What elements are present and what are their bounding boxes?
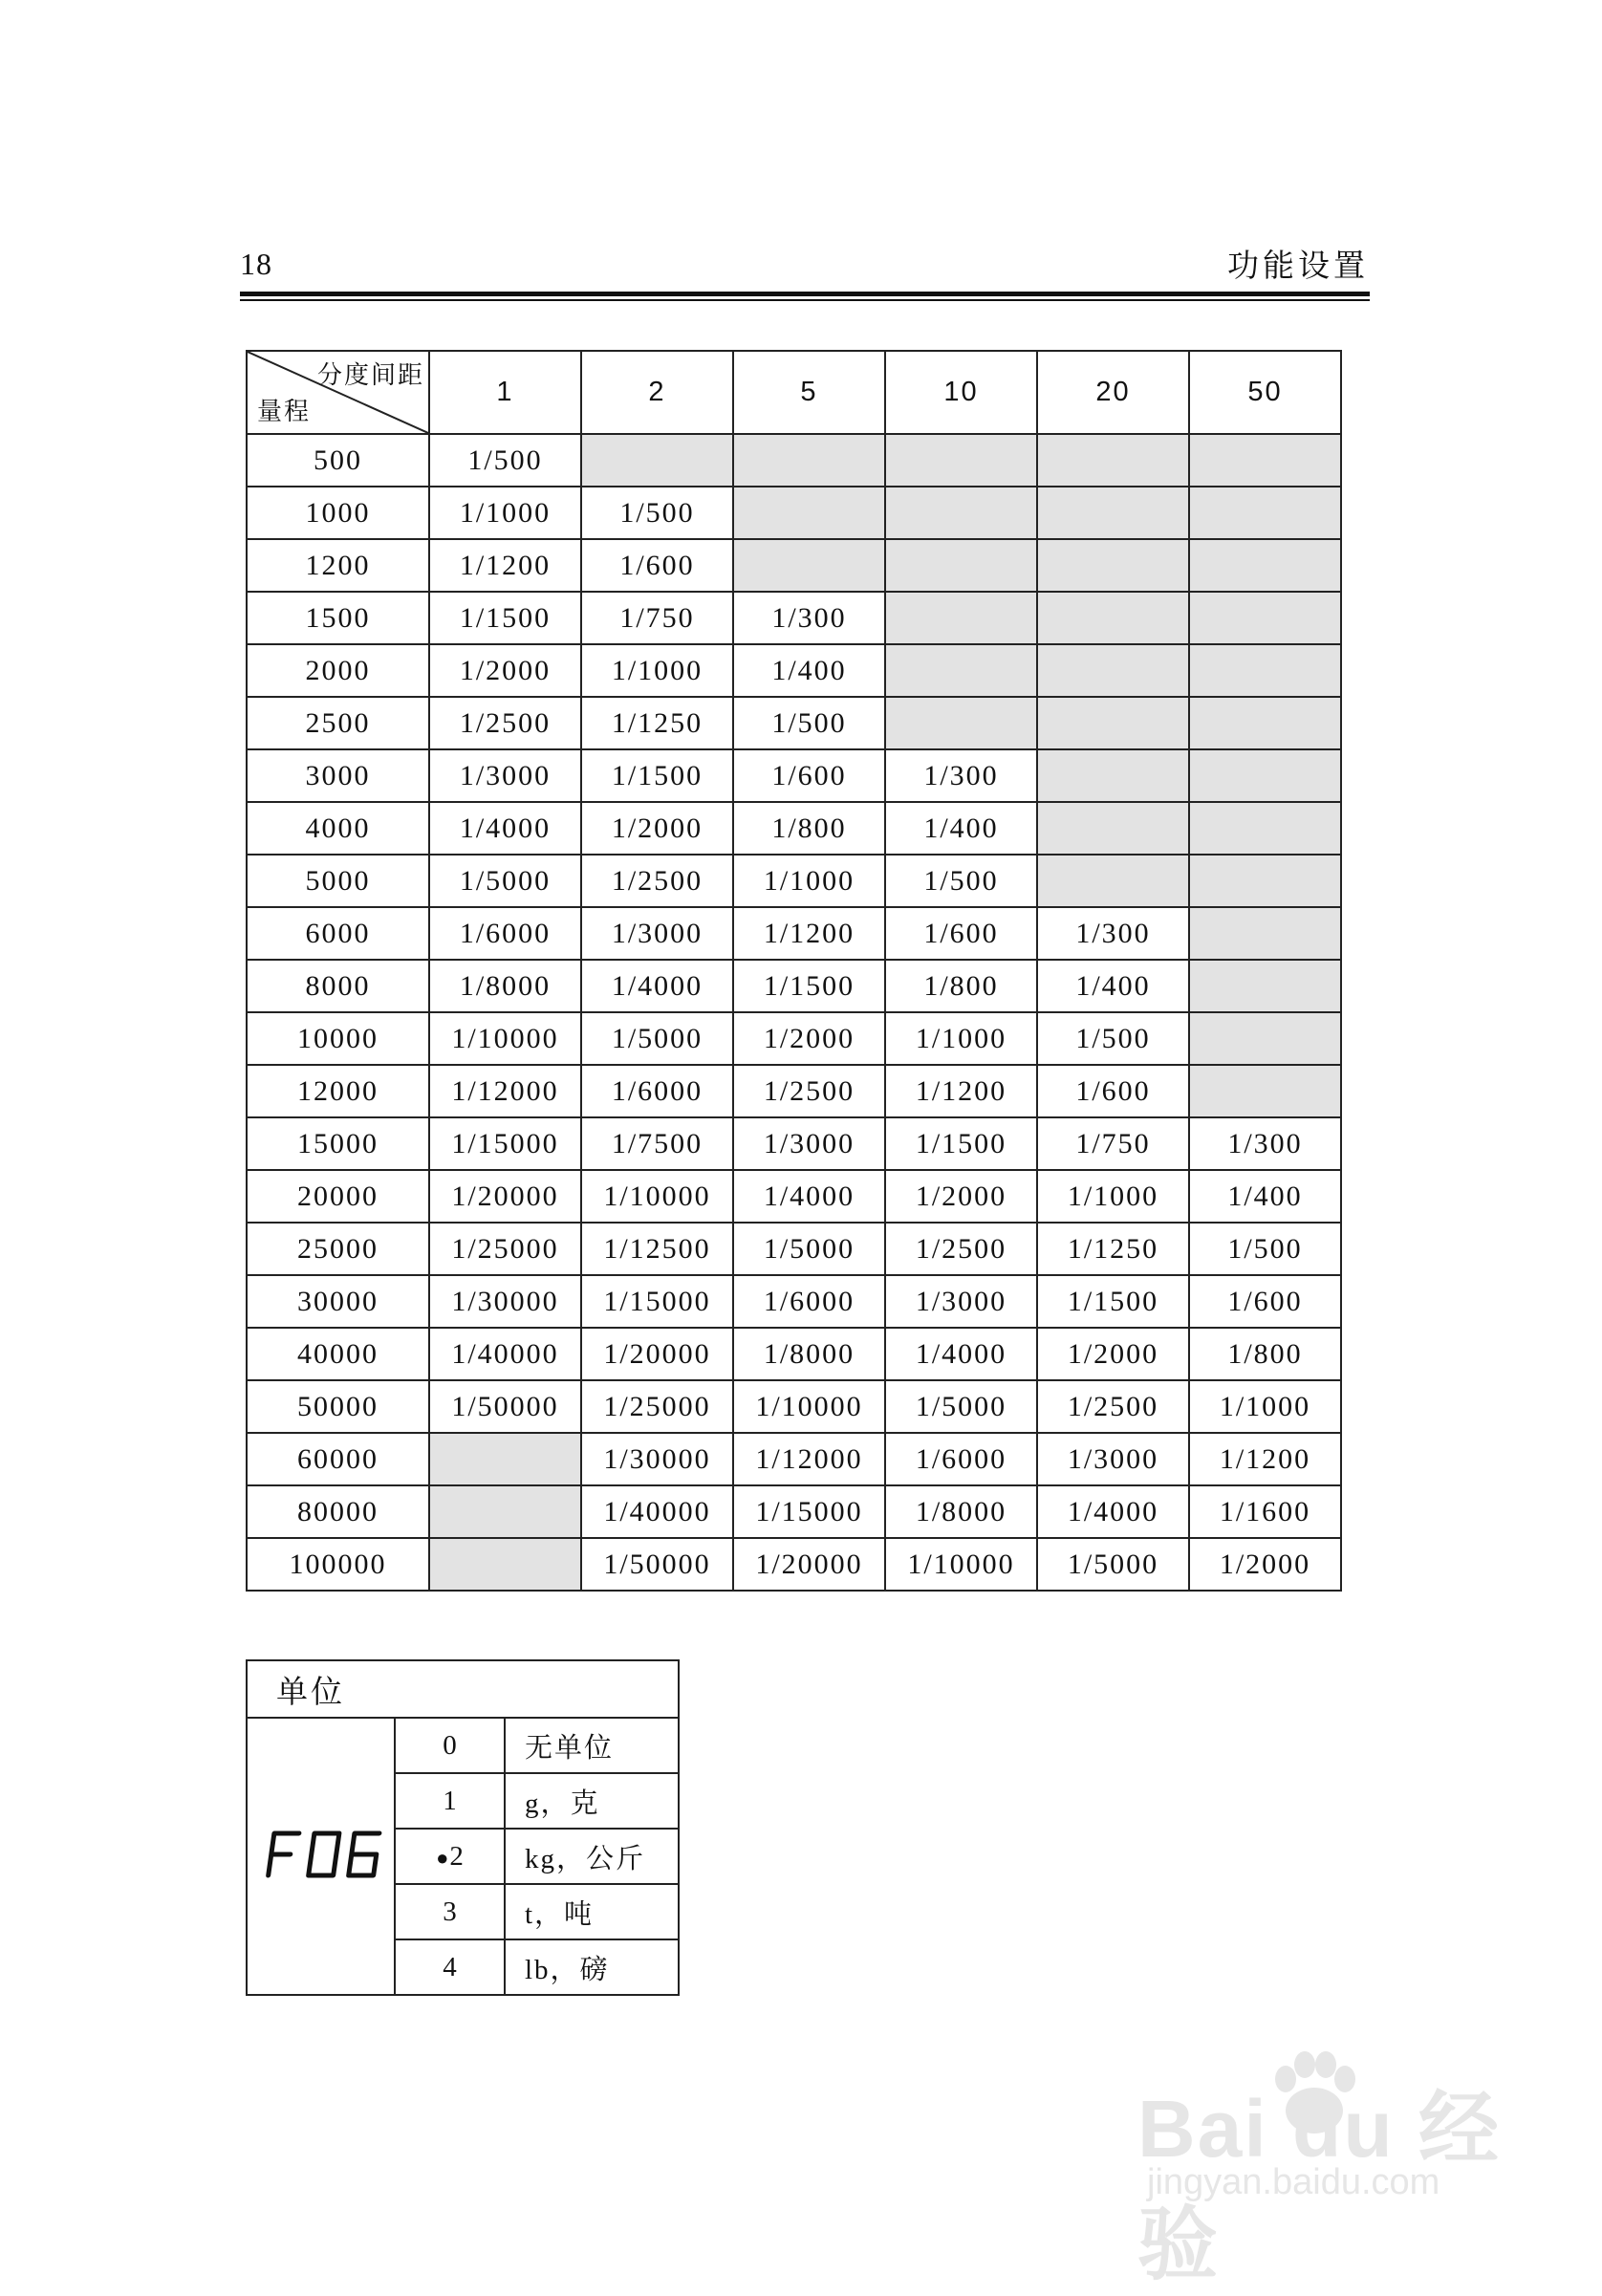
table-row [247,1012,1341,1065]
empty-shaded-cell [1037,802,1189,855]
ratio-cell: 1/300 [1037,907,1189,960]
range-cell: 50000 [247,1380,429,1433]
ratio-cell: 1/1500 [429,592,581,644]
function-code-display [254,1826,388,1883]
ratio-cell: 1/2500 [885,1223,1037,1275]
ratio-cell: 1/1600 [1189,1485,1341,1538]
empty-shaded-cell [1189,802,1341,855]
unit-option-number: 0 [443,1729,457,1761]
range-cell: 25000 [247,1223,429,1275]
unit-option-value [395,1773,505,1829]
ratio-cell: 1/600 [581,539,733,592]
ratio-cell: 1/10000 [429,1012,581,1065]
ratio-cell: 1/6000 [429,907,581,960]
ratio-cell: 1/1000 [1037,1170,1189,1223]
baidu-watermark [1137,2036,1539,2289]
empty-shaded-cell [1037,697,1189,749]
watermark-url: jingyan.baidu.com [1147,2162,1440,2202]
ratio-cell: 1/300 [1189,1117,1341,1170]
ratio-cell: 1/500 [733,697,885,749]
unit-table [246,1659,680,1996]
table-row [247,1380,1341,1433]
ratio-cell: 1/1200 [885,1065,1037,1117]
selected-bullet-icon: ● [436,1845,449,1870]
empty-shaded-cell [885,434,1037,487]
empty-shaded-cell [733,434,885,487]
empty-shaded-cell [1189,1065,1341,1117]
empty-shaded-cell [1037,487,1189,539]
table-row [247,749,1341,802]
empty-shaded-cell [1189,749,1341,802]
ratio-cell: 1/8000 [429,960,581,1012]
ratio-cell: 1/500 [581,487,733,539]
ratio-cell: 1/20000 [733,1538,885,1591]
ratio-cell: 1/15000 [733,1485,885,1538]
ratio-cell: 1/400 [885,802,1037,855]
table-row [247,1328,1341,1380]
ratio-cell: 1/8000 [885,1485,1037,1538]
empty-shaded-cell [1037,749,1189,802]
corner-label-division: 分度间距 [316,361,424,390]
section-title: 功能设置 [1227,247,1369,284]
ratio-cell: 1/3000 [733,1117,885,1170]
ratio-cell: 1/25000 [429,1223,581,1275]
unit-option-number: 1 [443,1785,457,1816]
empty-shaded-cell [885,697,1037,749]
ratio-cell: 1/30000 [581,1433,733,1485]
ratio-cell: 1/10000 [733,1380,885,1433]
empty-shaded-cell [1189,644,1341,697]
empty-shaded-cell [1189,592,1341,644]
range-cell: 1500 [247,592,429,644]
ratio-cell: 1/2000 [885,1170,1037,1223]
table-row [247,1275,1341,1328]
ratio-cell: 1/10000 [885,1538,1037,1591]
ratio-cell: 1/2000 [429,644,581,697]
table-row [247,1538,1341,1591]
ratio-cell: 1/2500 [429,697,581,749]
ratio-cell: 1/500 [1189,1223,1341,1275]
ratio-cell: 1/2000 [1037,1328,1189,1380]
ratio-cell: 1/5000 [581,1012,733,1065]
unit-option-value [395,1884,505,1939]
division-table [246,350,1342,1592]
table-row [247,1117,1341,1170]
range-cell: 60000 [247,1433,429,1485]
ratio-cell: 1/2500 [581,855,733,907]
ratio-cell: 1/1000 [429,487,581,539]
ratio-cell: 1/400 [1037,960,1189,1012]
empty-shaded-cell [1189,697,1341,749]
unit-option-number: 3 [443,1895,457,1927]
ratio-cell: 1/1500 [1037,1275,1189,1328]
unit-option-value [395,1718,505,1773]
table-row [247,1065,1341,1117]
range-cell: 15000 [247,1117,429,1170]
ratio-cell: 1/12500 [581,1223,733,1275]
range-cell: 2000 [247,644,429,697]
ratio-cell: 1/5000 [885,1380,1037,1433]
corner-header [247,351,429,434]
empty-shaded-cell [733,487,885,539]
empty-shaded-cell [885,539,1037,592]
unit-option-label: lb，磅 [505,1939,679,1995]
empty-shaded-cell [1189,855,1341,907]
ratio-cell: 1/800 [885,960,1037,1012]
ratio-cell: 1/400 [733,644,885,697]
ratio-cell: 1/1250 [1037,1223,1189,1275]
ratio-cell: 1/1500 [581,749,733,802]
table-row [247,644,1341,697]
table-row [247,487,1341,539]
ratio-cell: 1/3000 [581,907,733,960]
corner-label-range: 量程 [257,398,312,426]
unit-option-label: t，吨 [505,1884,679,1939]
ratio-cell: 1/300 [733,592,885,644]
ratio-cell: 1/1000 [885,1012,1037,1065]
table-row [247,1433,1341,1485]
range-cell: 1200 [247,539,429,592]
ratio-cell: 1/3000 [429,749,581,802]
ratio-cell: 1/750 [1037,1117,1189,1170]
table-row [247,802,1341,855]
empty-shaded-cell [1037,539,1189,592]
ratio-cell: 1/500 [1037,1012,1189,1065]
ratio-cell: 1/800 [1189,1328,1341,1380]
ratio-cell: 1/400 [1189,1170,1341,1223]
ratio-cell: 1/1200 [429,539,581,592]
column-header: 10 [885,351,1037,434]
ratio-cell: 1/300 [885,749,1037,802]
ratio-cell: 1/2000 [733,1012,885,1065]
ratio-cell: 1/15000 [581,1275,733,1328]
empty-shaded-cell [1037,434,1189,487]
unit-title-row [247,1660,679,1718]
ratio-cell: 1/600 [733,749,885,802]
ratio-cell: 1/600 [885,907,1037,960]
empty-shaded-cell [1189,1012,1341,1065]
ratio-cell: 1/500 [429,434,581,487]
function-code-text: F06 [253,1825,256,1827]
table-row [247,592,1341,644]
unit-option-row [247,1718,679,1773]
table-row [247,1223,1341,1275]
range-cell: 500 [247,434,429,487]
ratio-cell: 1/800 [733,802,885,855]
ratio-cell: 1/5000 [1037,1538,1189,1591]
ratio-cell: 1/2500 [1037,1380,1189,1433]
ratio-cell: 1/5000 [429,855,581,907]
empty-shaded-cell [885,592,1037,644]
ratio-cell: 1/4000 [733,1170,885,1223]
ratio-cell: 1/6000 [581,1065,733,1117]
ratio-cell: 1/7500 [581,1117,733,1170]
range-cell: 3000 [247,749,429,802]
table-row [247,539,1341,592]
range-cell: 30000 [247,1275,429,1328]
column-header: 20 [1037,351,1189,434]
unit-option-number: 2 [449,1840,464,1872]
ratio-cell: 1/1250 [581,697,733,749]
range-cell: 1000 [247,487,429,539]
table-row [247,960,1341,1012]
column-header: 1 [429,351,581,434]
ratio-cell: 1/15000 [429,1117,581,1170]
empty-shaded-cell [1189,487,1341,539]
range-cell: 40000 [247,1328,429,1380]
ratio-cell: 1/4000 [429,802,581,855]
unit-option-label: 无单位 [505,1718,679,1773]
ratio-cell: 1/3000 [1037,1433,1189,1485]
ratio-cell: 1/8000 [733,1328,885,1380]
column-header: 2 [581,351,733,434]
table-row [247,907,1341,960]
ratio-cell: 1/4000 [1037,1485,1189,1538]
empty-shaded-cell [1189,539,1341,592]
ratio-cell: 1/1000 [581,644,733,697]
table-row [247,855,1341,907]
table-row [247,1485,1341,1538]
empty-shaded-cell [1037,592,1189,644]
range-cell: 100000 [247,1538,429,1591]
column-header: 50 [1189,351,1341,434]
empty-shaded-cell [885,644,1037,697]
range-cell: 5000 [247,855,429,907]
ratio-cell: 1/750 [581,592,733,644]
ratio-cell: 1/20000 [429,1170,581,1223]
table-row [247,697,1341,749]
unit-option-value [395,1829,505,1884]
page-number: 18 [240,247,272,281]
ratio-cell: 1/50000 [581,1538,733,1591]
ratio-cell: 1/4000 [581,960,733,1012]
ratio-cell: 1/1200 [733,907,885,960]
range-cell: 8000 [247,960,429,1012]
ratio-cell: 1/1000 [733,855,885,907]
ratio-cell: 1/1200 [1189,1433,1341,1485]
ratio-cell: 1/5000 [733,1223,885,1275]
empty-shaded-cell [1189,960,1341,1012]
empty-shaded-cell [1037,855,1189,907]
unit-option-number: 4 [443,1951,457,1982]
function-code-cell [247,1718,395,1995]
empty-shaded-cell [1189,907,1341,960]
range-cell: 10000 [247,1012,429,1065]
ratio-cell: 1/4000 [885,1328,1037,1380]
ratio-cell: 1/1000 [1189,1380,1341,1433]
ratio-cell: 1/6000 [885,1433,1037,1485]
range-cell: 2500 [247,697,429,749]
ratio-cell: 1/1500 [733,960,885,1012]
range-cell: 4000 [247,802,429,855]
ratio-cell: 1/1500 [885,1117,1037,1170]
table-row [247,434,1341,487]
ratio-cell: 1/500 [885,855,1037,907]
empty-shaded-cell [429,1433,581,1485]
ratio-cell: 1/600 [1189,1275,1341,1328]
ratio-cell: 1/2000 [581,802,733,855]
ratio-cell: 1/40000 [429,1328,581,1380]
range-cell: 80000 [247,1485,429,1538]
table-header-row [247,351,1341,434]
ratio-cell: 1/600 [1037,1065,1189,1117]
unit-option-label: g，克 [505,1773,679,1829]
unit-table-body [247,1660,679,1995]
ratio-cell: 1/50000 [429,1380,581,1433]
range-cell: 12000 [247,1065,429,1117]
empty-shaded-cell [429,1538,581,1591]
ratio-cell: 1/6000 [733,1275,885,1328]
empty-shaded-cell [429,1485,581,1538]
unit-option-value [395,1939,505,1995]
empty-shaded-cell [1189,434,1341,487]
header-rule-thin [240,299,1370,301]
ratio-cell: 1/3000 [885,1275,1037,1328]
empty-shaded-cell [1037,644,1189,697]
empty-shaded-cell [885,487,1037,539]
header-rule-thick [240,292,1370,296]
ratio-cell: 1/10000 [581,1170,733,1223]
watermark-logo: Bai du 经验 [1137,2084,1502,2289]
ratio-cell: 1/12000 [733,1433,885,1485]
range-cell: 6000 [247,907,429,960]
ratio-cell: 1/25000 [581,1380,733,1433]
empty-shaded-cell [733,539,885,592]
unit-option-label: kg，公斤 [505,1829,679,1884]
table-row [247,1170,1341,1223]
column-header: 5 [733,351,885,434]
ratio-cell: 1/30000 [429,1275,581,1328]
division-table-body [247,434,1341,1591]
ratio-cell: 1/40000 [581,1485,733,1538]
ratio-cell: 1/20000 [581,1328,733,1380]
unit-table-title: 单位 [247,1660,679,1718]
ratio-cell: 1/2000 [1189,1538,1341,1591]
empty-shaded-cell [581,434,733,487]
ratio-cell: 1/2500 [733,1065,885,1117]
ratio-cell: 1/12000 [429,1065,581,1117]
range-cell: 20000 [247,1170,429,1223]
